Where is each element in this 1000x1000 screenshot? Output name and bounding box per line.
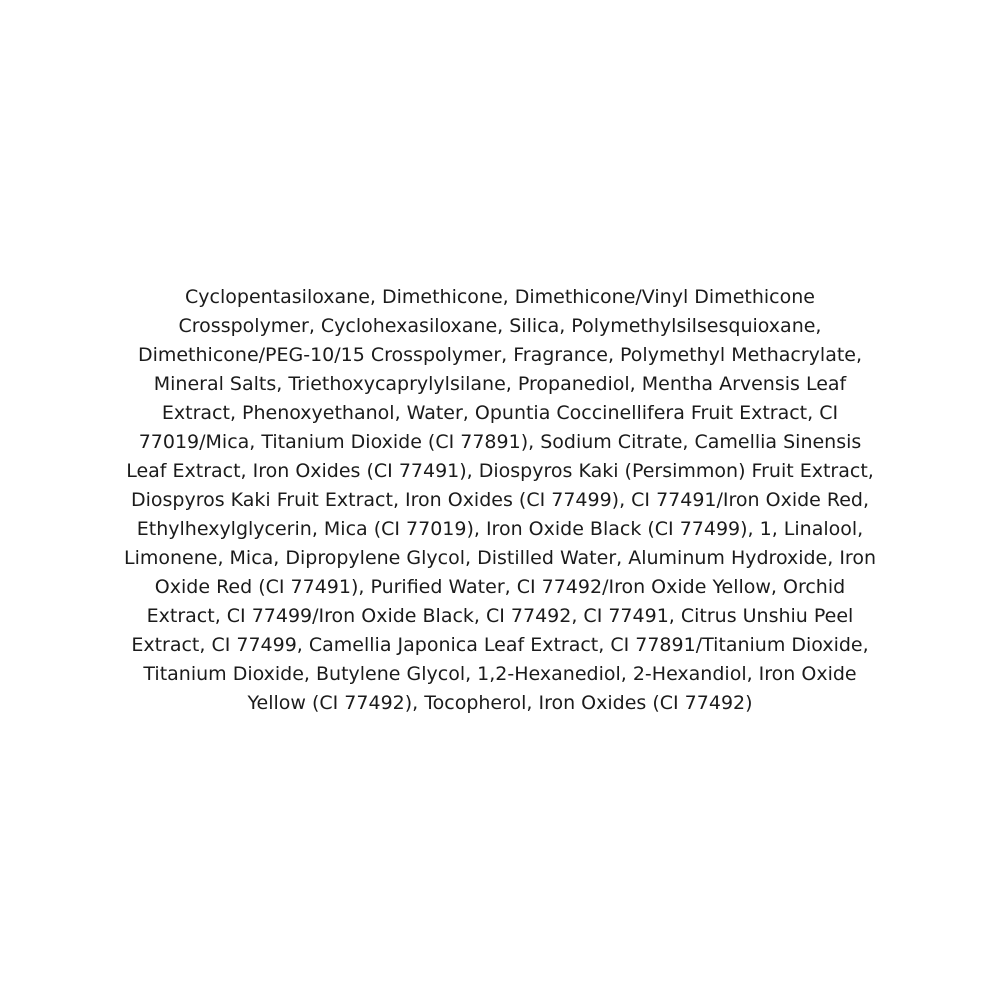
ingredients-line: Extract, CI 77499, Camellia Japonica Leaf Extract, CI 77891/Titanium Dioxide, (131, 633, 869, 656)
ingredients-line: Ethylhexylglycerin, Mica (CI 77019), Iron Oxide Black (CI 77499), 1, Linalool, (136, 517, 864, 540)
ingredients-line: Diospyros Kaki Fruit Extract, Iron Oxides (CI 77499), CI 77491/Iron Oxide Red, (130, 488, 870, 511)
ingredients-line: Crosspolymer, Cyclohexasiloxane, Silica, Polymethylsilsesquioxane, (178, 314, 822, 337)
ingredients-line: Cyclopentasiloxane, Dimethicone, Dimethicone/Vinyl Dimethicone (185, 285, 815, 308)
ingredients-line: Extract, CI 77499/Iron Oxide Black, CI 77492, CI 77491, Citrus Unshiu Peel (146, 604, 854, 627)
ingredients-line: Extract, Phenoxyethanol, Water, Opuntia Coccinellifera Fruit Extract, CI (161, 401, 839, 424)
ingredients-line: Mineral Salts, Triethoxycaprylylsilane, Propanediol, Mentha Arvensis Leaf (153, 372, 847, 395)
ingredients-line: Yellow (CI 77492), Tocopherol, Iron Oxides (CI 77492) (247, 691, 753, 714)
ingredients-line: Leaf Extract, Iron Oxides (CI 77491), Diospyros Kaki (Persimmon) Fruit Extract, (126, 459, 874, 482)
ingredients-line: Oxide Red (CI 77491), Purified Water, CI 77492/Iron Oxide Yellow, Orchid (154, 575, 846, 598)
ingredients-line: Dimethicone/PEG-10/15 Crosspolymer, Fragrance, Polymethyl Methacrylate, (137, 343, 863, 366)
ingredients-line: Limonene, Mica, Dipropylene Glycol, Distilled Water, Aluminum Hydroxide, Iron (124, 546, 876, 569)
ingredients-line: Titanium Dioxide, Butylene Glycol, 1,2-Hexanediol, 2-Hexandiol, Iron Oxide (143, 662, 857, 685)
ingredients-line: 77019/Mica, Titanium Dioxide (CI 77891), Sodium Citrate, Camellia Sinensis (138, 430, 862, 453)
ingredients-list (100, 283, 900, 718)
